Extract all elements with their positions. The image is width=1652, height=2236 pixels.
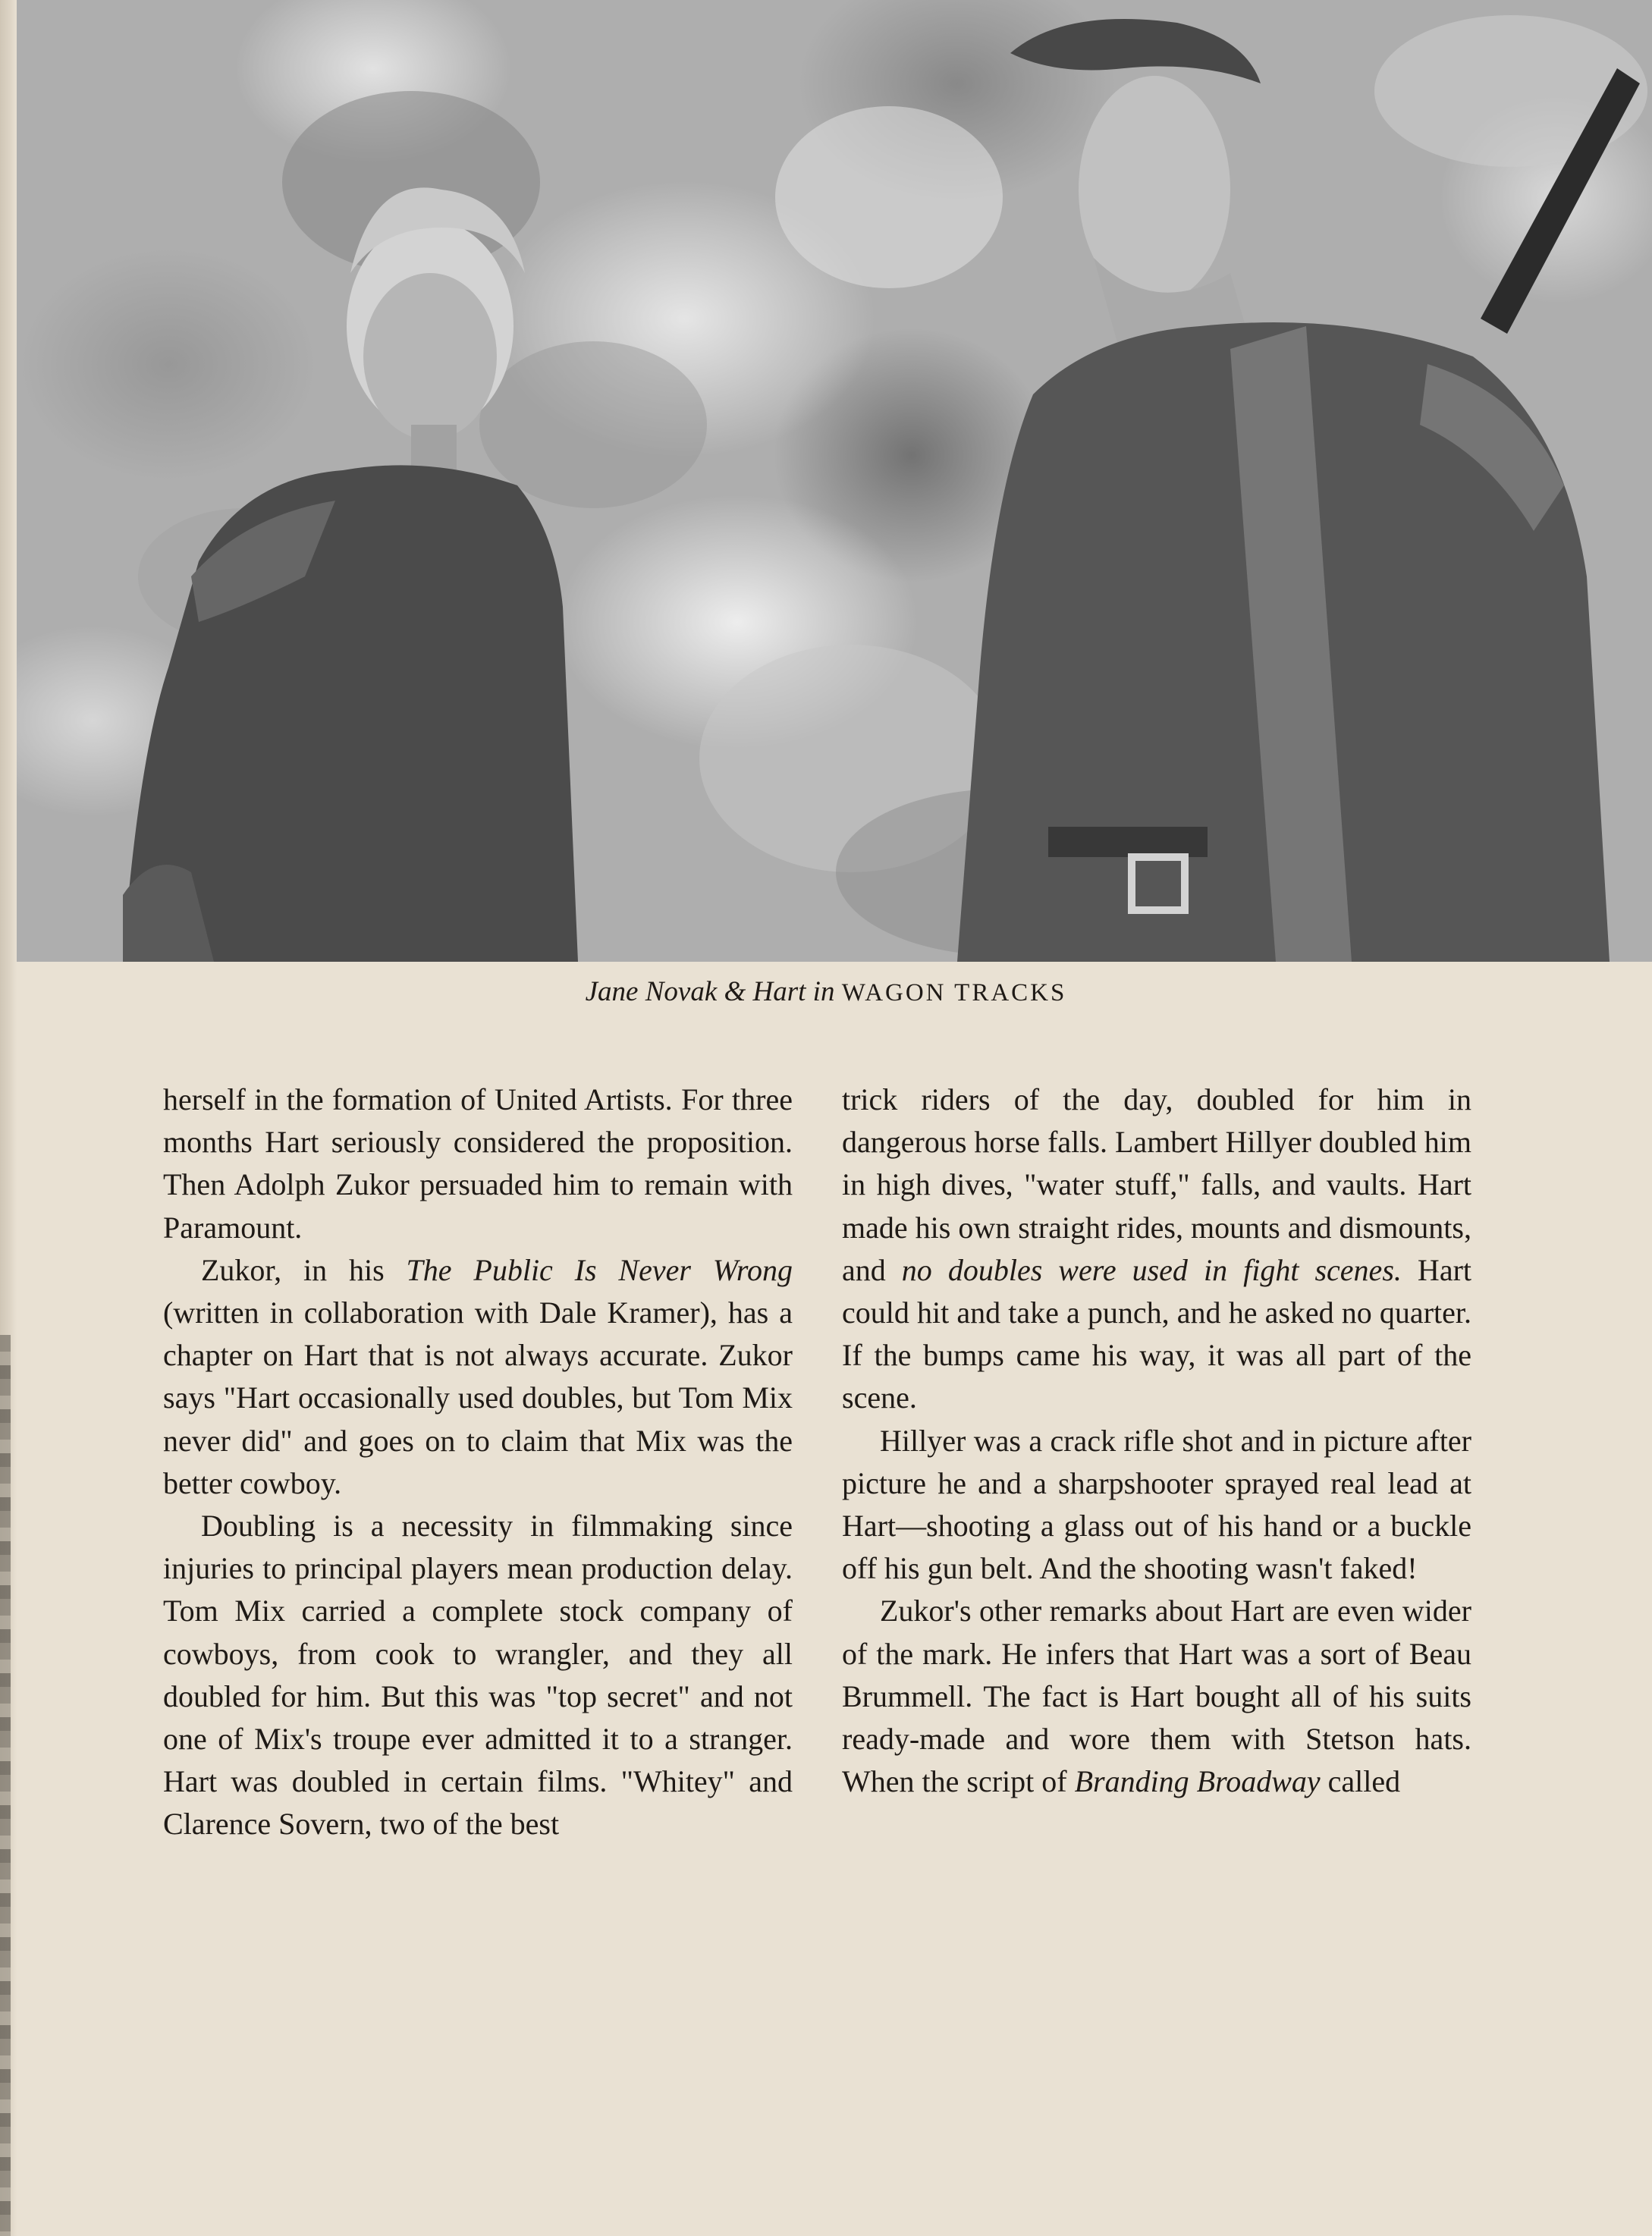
- photo-caption: [0, 973, 1652, 1012]
- adjacent-page-edge: [0, 1335, 11, 2236]
- paragraph: Doubling is a necessity in filmmaking since injuries to principal players mean production delay. Tom Mix carried a complete stock company of cowboys, from cook to wrangler, and they all doubled for him. But this was "top secret" and not one of Mix's troupe ever admitted it to a stranger. Hart was doubled in certain films. "Whitey" and Clarence Sovern, two of the best: [163, 1509, 793, 1842]
- paragraph: [842, 1590, 1471, 1803]
- text-run: Hart could hit and take a punch, and he asked no quarter. If the bumps came his way, it was all part of the scene.: [842, 1252, 1471, 1415]
- text-run: called: [1320, 1764, 1401, 1799]
- book-title: The Public Is Never Wrong: [406, 1252, 793, 1287]
- text-run: trick riders of the day, doubled for him in dangerous horse falls. Lambert Hillyer doubled him in high dives, "water stuff," falls, and vaults. Hart made his own straight rides, mounts and dismounts, and: [842, 1082, 1471, 1287]
- film-title: Branding Broadway: [1074, 1764, 1321, 1799]
- caption-names: Jane Novak & Hart in: [585, 976, 835, 1007]
- caption-film-title: WAGON TRACKS: [841, 979, 1067, 1007]
- film-still-photo: [17, 0, 1652, 962]
- left-text-column: [163, 1079, 793, 1846]
- text-run: (written in collaboration with Dale Kramer), has a chapter on Hart that is not always accurate. Zukor says "Hart occasionally used doubles, but Tom Mix never did" and goes on to claim that Mix was the better cowboy.: [163, 1295, 793, 1500]
- paragraph: herself in the formation of United Artists. For three months Hart seriously considered the proposition. Then Adolph Zukor persuaded him to remain with Paramount.: [163, 1082, 793, 1245]
- emphasized-text: no doubles were used in fight scenes.: [901, 1252, 1402, 1287]
- paragraph: [163, 1249, 793, 1505]
- text-run: Zukor's other remarks about Hart are even wider of the mark. He infers that Hart was a sort of Beau Brummell. The fact is Hart bought all of his suits ready-made and wore them with Stetson hats. When the script of: [842, 1594, 1471, 1799]
- paragraph: [842, 1079, 1471, 1420]
- paragraph: Hillyer was a crack rifle shot and in picture after picture he and a sharpshooter sprayed real lead at Hart—shooting a glass out of his hand or a buckle off his gun belt. And the shooting wasn't faked!: [842, 1423, 1471, 1586]
- right-text-column: [842, 1079, 1471, 1803]
- text-run: Zukor, in his: [201, 1252, 407, 1287]
- film-still-illustration: [17, 0, 1652, 962]
